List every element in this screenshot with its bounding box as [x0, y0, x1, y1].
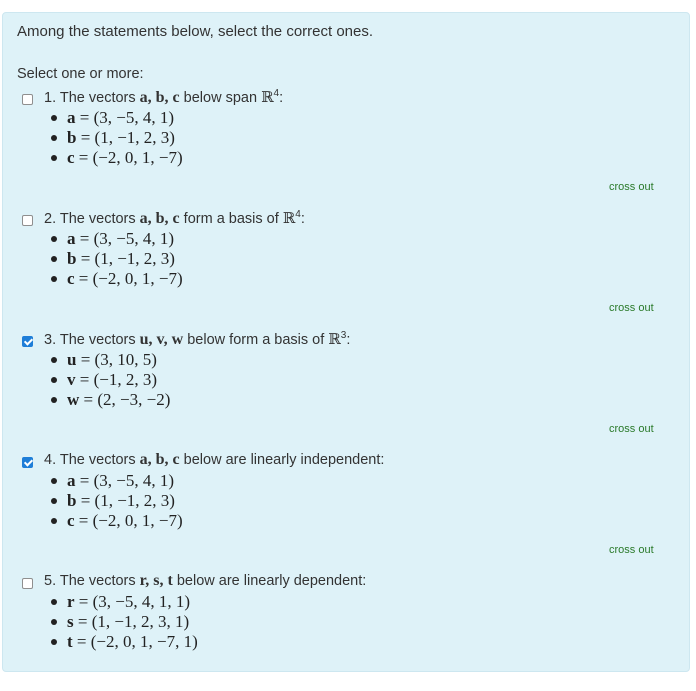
- option-checkbox[interactable]: [22, 578, 33, 589]
- option-checkbox[interactable]: [22, 215, 33, 226]
- vector-value: = (−2, 0, 1, −7, 1): [72, 632, 198, 651]
- space-dimension: 4: [295, 209, 301, 221]
- space-dimension: 3: [340, 330, 347, 342]
- vector-item: [51, 128, 175, 148]
- bullet-icon: [51, 478, 57, 484]
- option-4: [3, 449, 691, 570]
- option-statement[interactable]: [44, 451, 384, 469]
- vector-item: [51, 632, 198, 652]
- bullet-icon: [51, 115, 57, 121]
- vector-value: = (3, 10, 5): [76, 350, 157, 369]
- vector-value: = (3, −5, 4, 1): [75, 229, 174, 248]
- option-3: [3, 328, 691, 449]
- vector-item: [51, 148, 183, 168]
- cross-out-link[interactable]: cross out: [609, 423, 654, 435]
- vector-value: = (−2, 0, 1, −7): [74, 148, 183, 167]
- vector-item: [51, 350, 157, 370]
- vector-symbols: a, b, c: [139, 89, 180, 106]
- statement-middle: below are linearly independent:: [179, 452, 385, 468]
- option-5: [3, 570, 691, 691]
- vector-item: [51, 390, 170, 410]
- option-2: [3, 207, 691, 328]
- vector-name: c: [67, 148, 75, 167]
- statement-prefix: 1. The vectors: [44, 90, 140, 106]
- vector-value: = (2, −3, −2): [79, 390, 171, 409]
- vector-name: a: [67, 108, 76, 127]
- vector-value: = (3, −5, 4, 1): [75, 108, 174, 127]
- vector-value: = (3, −5, 4, 1): [75, 471, 174, 490]
- vector-item: [51, 108, 174, 128]
- bullet-icon: [51, 155, 57, 161]
- vector-name: c: [67, 269, 75, 288]
- bullet-icon: [51, 357, 57, 363]
- vector-name: v: [67, 370, 76, 389]
- option-checkbox[interactable]: [22, 336, 33, 347]
- vector-item: [51, 229, 174, 249]
- vector-name: b: [67, 491, 77, 510]
- bullet-icon: [51, 498, 57, 504]
- option-1: [3, 86, 691, 207]
- bullet-icon: [51, 236, 57, 242]
- bullet-icon: [51, 377, 57, 383]
- cross-out-link[interactable]: cross out: [609, 181, 654, 193]
- vector-item: [51, 249, 175, 269]
- option-checkbox[interactable]: [22, 457, 33, 468]
- vector-value: = (1, −1, 2, 3): [76, 491, 175, 510]
- bullet-icon: [51, 256, 57, 262]
- statement-suffix: :: [279, 90, 284, 106]
- vector-symbols: r, s, t: [139, 572, 173, 589]
- real-space-symbol: ℝ: [261, 88, 274, 106]
- vector-item: [51, 511, 183, 531]
- option-statement[interactable]: [44, 330, 350, 349]
- vector-name: t: [67, 632, 73, 651]
- vector-item: [51, 269, 183, 289]
- cross-out-link[interactable]: cross out: [609, 544, 654, 556]
- vector-symbols: a, b, c: [139, 451, 180, 468]
- vector-name: b: [67, 249, 77, 268]
- bullet-icon: [51, 619, 57, 625]
- vector-value: = (1, −1, 2, 3, 1): [73, 612, 190, 631]
- statement-suffix: :: [300, 211, 305, 227]
- statement-prefix: 2. The vectors: [44, 211, 140, 227]
- vector-symbols: u, v, w: [139, 331, 184, 348]
- bullet-icon: [51, 639, 57, 645]
- vector-item: [51, 471, 174, 491]
- option-checkbox[interactable]: [22, 94, 33, 105]
- vector-name: r: [67, 592, 75, 611]
- real-space-symbol: ℝ: [328, 330, 341, 348]
- select-hint: Select one or more:: [17, 66, 144, 82]
- bullet-icon: [51, 276, 57, 282]
- vector-name: s: [67, 612, 74, 631]
- vector-item: [51, 612, 189, 632]
- option-statement[interactable]: [44, 88, 283, 107]
- bullet-icon: [51, 397, 57, 403]
- vector-value: = (−2, 0, 1, −7): [74, 269, 183, 288]
- option-statement[interactable]: [44, 572, 366, 590]
- option-statement[interactable]: [44, 209, 305, 228]
- vector-name: u: [67, 350, 77, 369]
- statement-prefix: 4. The vectors: [44, 452, 140, 468]
- vector-name: c: [67, 511, 75, 530]
- vector-item: [51, 592, 190, 612]
- space-dimension: 4: [273, 88, 280, 100]
- statement-middle: below span: [179, 90, 262, 106]
- vector-name: b: [67, 128, 77, 147]
- vector-name: w: [67, 390, 80, 409]
- vector-item: [51, 491, 175, 511]
- vector-value: = (−2, 0, 1, −7): [74, 511, 183, 530]
- cross-out-link[interactable]: cross out: [609, 302, 654, 314]
- vector-value: = (1, −1, 2, 3): [76, 249, 175, 268]
- bullet-icon: [51, 518, 57, 524]
- vector-name: a: [67, 229, 76, 248]
- vector-symbols: a, b, c: [139, 210, 180, 227]
- vector-value: = (3, −5, 4, 1, 1): [74, 592, 191, 611]
- question-prompt: Among the statements below, select the correct ones.: [17, 23, 374, 40]
- statement-middle: form a basis of: [179, 211, 283, 227]
- vector-value: = (−1, 2, 3): [75, 370, 157, 389]
- bullet-icon: [51, 135, 57, 141]
- bullet-icon: [51, 599, 57, 605]
- statement-middle: below are linearly dependent:: [172, 573, 367, 589]
- vector-item: [51, 370, 157, 390]
- real-space-symbol: ℝ: [282, 209, 296, 227]
- statement-prefix: 3. The vectors: [44, 332, 140, 348]
- statement-prefix: 5. The vectors: [44, 573, 140, 589]
- vector-name: a: [67, 471, 76, 490]
- statement-middle: below form a basis of: [183, 332, 329, 348]
- statement-suffix: :: [346, 332, 351, 348]
- question-panel: [2, 12, 690, 672]
- vector-value: = (1, −1, 2, 3): [76, 128, 175, 147]
